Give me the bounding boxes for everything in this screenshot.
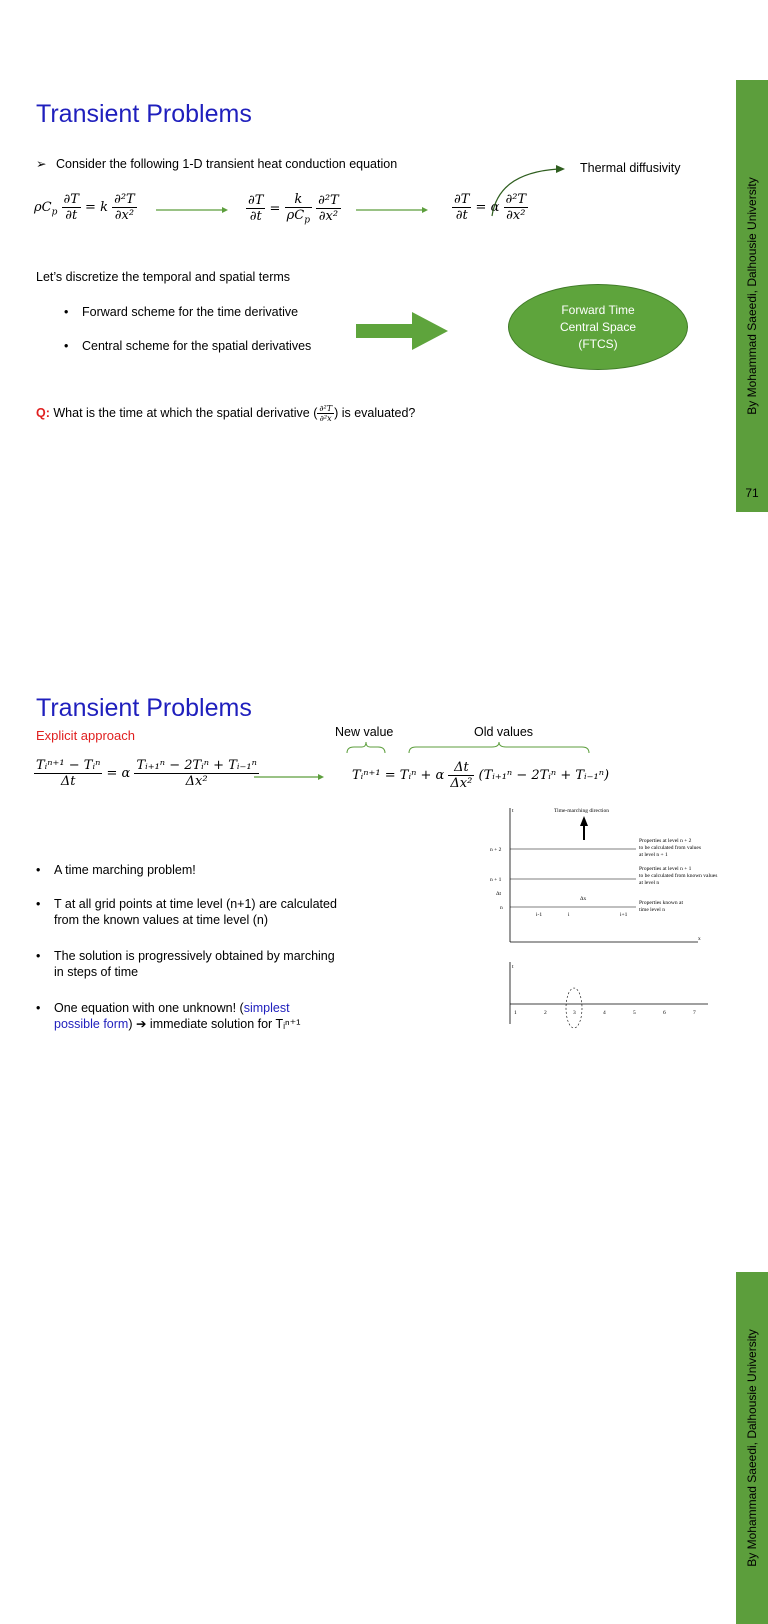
intro-text: Consider the following 1-D transient heat conduction equation xyxy=(55,157,398,171)
denominator: Δx² xyxy=(185,774,208,789)
subscript-p: p xyxy=(51,207,58,218)
equation-discretized xyxy=(34,758,259,789)
brace-new-value xyxy=(346,742,386,754)
denominator: Δx² xyxy=(450,776,473,791)
equals-alpha: = α xyxy=(106,766,131,781)
direction-label: Time-marching direction xyxy=(554,808,609,814)
level-n-label: n xyxy=(500,905,503,911)
equals-k: = k xyxy=(85,200,108,215)
arrow-thermal-diffusivity xyxy=(486,160,576,220)
discretize-text: Let’s discretize the temporal and spatial terms xyxy=(36,270,291,284)
bullet-grid-points: • T at all grid points at time level (n+1) are calculated xyxy=(54,897,337,911)
ftcs-line-2: Central Space xyxy=(559,319,637,334)
numerator: ∂²T xyxy=(319,404,333,413)
numerator: Δt xyxy=(448,760,474,776)
big-right-arrow-icon xyxy=(356,312,448,350)
note-n2-line-2: to be calculated from values xyxy=(639,845,702,851)
grid-number: 1 xyxy=(514,1010,517,1016)
numerator: ∂T xyxy=(63,192,79,207)
ftcs-line-1: Forward Time xyxy=(561,302,635,317)
explicit-rhs: (Tᵢ₊₁ⁿ − 2Tᵢⁿ + Tᵢ₋₁ⁿ) xyxy=(478,768,610,783)
ftcs-line-3: (FTCS) xyxy=(578,336,618,351)
bullet-grid-points-cont: from the known values at time level (n) xyxy=(54,913,268,927)
note-n1-line-2: to be calculated from known values xyxy=(639,873,718,879)
note-n-line-2: time level n xyxy=(639,907,665,913)
highlight-simplest: simplest xyxy=(243,1001,290,1015)
note-n2-line-1: Properties at level n + 2 xyxy=(639,838,692,844)
fraction-dT-dt xyxy=(246,193,265,224)
question-line xyxy=(36,404,415,423)
arrow-bullet-icon: ➢ xyxy=(36,157,47,171)
grid-number: 3 xyxy=(573,1010,576,1016)
slide-title: Transient Problems xyxy=(36,100,252,128)
old-values-label: Old values xyxy=(474,725,534,739)
grid-number: 5 xyxy=(633,1010,636,1016)
numerator: k xyxy=(285,192,312,208)
equation-heat-1 xyxy=(34,192,137,223)
fraction-k-rhocp xyxy=(285,192,312,226)
note-n1-line-1: Properties at level n + 1 xyxy=(639,866,692,872)
fraction-d2T-dx2 xyxy=(316,193,341,224)
rho-c: ρC xyxy=(34,200,52,215)
denominator: $\rho C_p$ xyxy=(286,208,310,226)
bullet-text: One equation with one unknown! ( xyxy=(54,1001,244,1015)
author-credit: By Mohammad Saeedi, Dalhousie University xyxy=(745,1329,759,1567)
note-n1-line-3: at level n xyxy=(639,880,660,886)
arrow-eq2-to-eq3 xyxy=(356,205,428,215)
level-n1-label: n + 1 xyxy=(490,877,502,883)
numerator: ∂²T xyxy=(318,193,339,209)
slide-71 xyxy=(0,0,768,520)
grid-number: 4 xyxy=(603,1010,606,1016)
fraction-dT-dt xyxy=(62,192,81,223)
numerator: ∂T xyxy=(248,193,264,209)
slide-72 xyxy=(0,600,768,1567)
denominator: ∂²x xyxy=(319,414,332,423)
explicit-lhs: Tᵢⁿ⁺¹ = Tᵢⁿ + α xyxy=(352,768,445,783)
arrow-to-explicit-form xyxy=(254,772,324,782)
brace-old-values xyxy=(408,742,590,754)
intro-line xyxy=(36,156,397,171)
denominator: ∂x² xyxy=(506,208,526,223)
ftcs-ellipse xyxy=(508,284,688,370)
bullet-forward-scheme: • Forward scheme for the time derivative xyxy=(82,305,298,319)
i-plus-label: i+1 xyxy=(620,912,628,918)
denominator: ∂t xyxy=(455,208,468,223)
bullet-text-end: ) ➔ immediate solution for Tᵢⁿ⁺¹ xyxy=(128,1017,301,1031)
dx-label: Δx xyxy=(580,896,587,902)
bullet-time-marching: • A time marching problem! xyxy=(54,863,196,877)
t-axis-label-2: t xyxy=(512,964,514,970)
denominator: ∂x² xyxy=(318,209,339,225)
bullet-one-equation xyxy=(54,1001,290,1015)
dt-label: Δt xyxy=(496,891,502,897)
grid-number: 6 xyxy=(663,1010,666,1016)
fraction-time-difference xyxy=(34,758,102,789)
question-fraction xyxy=(317,404,334,423)
slide-title: Transient Problems xyxy=(36,694,252,722)
fraction-dt-dx2 xyxy=(448,760,474,791)
bullet-progressive-cont: in steps of time xyxy=(54,965,139,979)
grid-number: 2 xyxy=(544,1010,547,1016)
page-number: 71 xyxy=(745,486,759,500)
fraction-space-difference xyxy=(134,758,258,789)
equals-alpha: = α xyxy=(475,200,500,215)
highlight-possible-form: possible form xyxy=(54,1017,129,1031)
time-marching-diagram xyxy=(486,802,722,1024)
grid-number: 7 xyxy=(693,1010,696,1016)
equation-explicit xyxy=(352,760,609,791)
note-n2-line-3: at level n + 1 xyxy=(639,852,668,858)
equation-heat-2: $\frac{\partial T}{\partial t}$ = $\frac{k}{\rho C_p}$ $\frac{\text{∂²T}}{\text{∂x²}}$ xyxy=(248,192,339,226)
numerator: ∂²T xyxy=(505,192,527,207)
question-text: What is the time at which the spatial derivative ( xyxy=(53,405,318,420)
bullet-progressive: • The solution is progressively obtained by marching xyxy=(54,949,335,963)
denominator: Δt xyxy=(60,774,76,789)
denominator: ∂t xyxy=(65,208,78,223)
bullet-central-scheme: • Central scheme for the spatial derivatives xyxy=(82,339,311,353)
numerator: ∂T xyxy=(454,192,470,207)
fraction-dT-dt xyxy=(452,192,471,223)
slide-subtitle: Explicit approach xyxy=(36,728,135,743)
thermal-diffusivity-label: Thermal diffusivity xyxy=(580,161,681,175)
i-label: i xyxy=(568,912,570,918)
sidebar-band xyxy=(736,80,768,512)
i-minus-label: i-1 xyxy=(536,912,543,918)
x-axis-label: x xyxy=(698,936,701,942)
t-axis-label: t xyxy=(512,808,514,814)
numerator: Tᵢ₊₁ⁿ − 2Tᵢⁿ + Tᵢ₋₁ⁿ xyxy=(136,758,257,773)
level-n2-label: n + 2 xyxy=(490,847,502,853)
author-credit: By Mohammad Saeedi, Dalhousie University xyxy=(745,177,759,415)
question-text-end: ) is evaluated? xyxy=(334,405,416,420)
arrow-eq1-to-eq2 xyxy=(156,205,228,215)
fraction-d2T-dx2 xyxy=(112,192,137,223)
note-n-line-1: Properties known at xyxy=(639,900,683,906)
numerator: ∂²T xyxy=(114,192,135,207)
denominator: ∂x² xyxy=(114,208,135,223)
new-value-label: New value xyxy=(335,725,394,739)
numerator: Tᵢⁿ⁺¹ − Tᵢⁿ xyxy=(36,758,101,773)
denominator: ∂t xyxy=(249,209,262,225)
sidebar-band xyxy=(736,1272,768,1624)
question-label: Q: xyxy=(36,405,50,420)
